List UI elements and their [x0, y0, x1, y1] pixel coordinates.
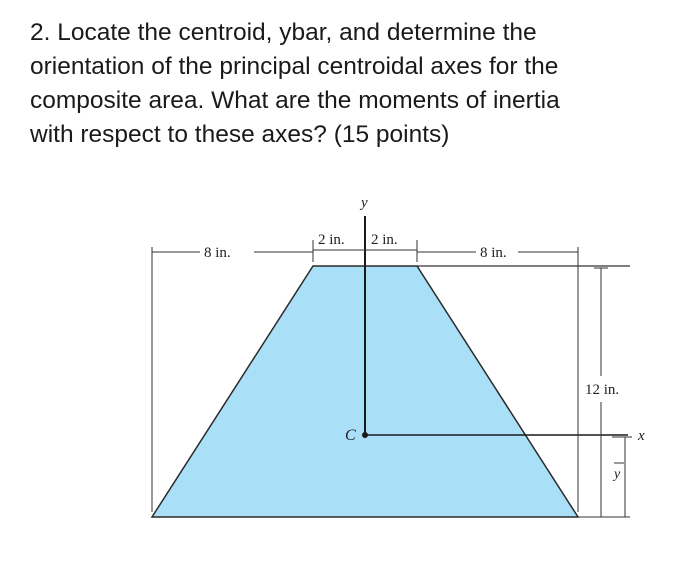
- right-width-label: 8 in.: [480, 245, 507, 261]
- left-width-label: 8 in.: [204, 245, 231, 261]
- centroid-label: C: [345, 427, 356, 444]
- x-axis-label: x: [638, 428, 645, 444]
- top-left-label: 2 in.: [318, 232, 345, 248]
- ybar-label: y: [614, 467, 621, 482]
- problem-line-1: 2. Locate the centroid, ybar, and determine the: [30, 19, 537, 46]
- top-right-label: 2 in.: [371, 232, 398, 248]
- centroid-point: [362, 432, 368, 438]
- y-axis-label: y: [361, 195, 368, 211]
- height-label: 12 in.: [585, 382, 620, 398]
- problem-line-2: orientation of the principal centroidal axes for the: [30, 53, 559, 80]
- problem-line-3: composite area. What are the moments of inertia: [30, 87, 560, 114]
- problem-line-4: with respect to these axes? (15 points): [30, 121, 450, 148]
